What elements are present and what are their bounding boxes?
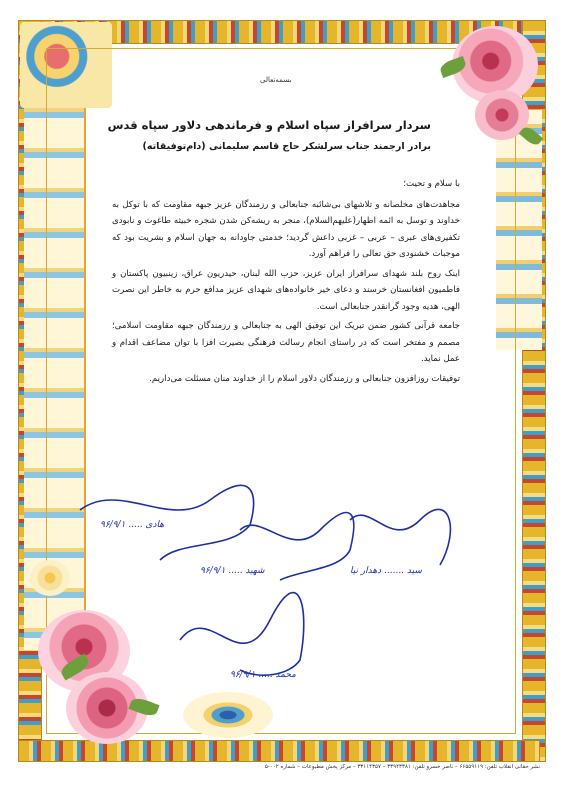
letter-title-secondary: برادر ارجمند جناب سرلشکر حاج قاسم سلیمانی (دام‌توفیقاته) bbox=[142, 141, 431, 152]
border-bottom-ornament bbox=[18, 740, 540, 762]
signature-text: محمد ..... ۹۶/۹/۱ bbox=[230, 670, 296, 680]
letter-greeting: با سلام و تحیت؛ bbox=[403, 179, 460, 189]
bottom-medallion-ornament bbox=[183, 692, 273, 738]
letter-paragraph: اینک روح بلند شهدای سرافراز ایران عزیز، حزب الله لبنان، حیدریون عراق، زینبیون پاکستان و فاطمیون افغانستان خرسند و دعای خیر خانواده‌های شهدای عزیز مدافع حرم به خاطر این نصرت الهی، هدیه وجود گرانقدر جنابعالی است. bbox=[112, 268, 460, 312]
signature-scribbles bbox=[60, 470, 480, 690]
letter-paragraph: جامعه قرآنی کشور ضمن تبریک این توفیق الهی به جنابعالی و رزمندگان جبهه مقاومت اسلامی؛ مصمم و مفتخر است که در راستای انجام رسالت فرهنگی بصیرت افزا با توان مضاعف اقدام و عمل نماید. bbox=[112, 321, 460, 364]
signature-stroke bbox=[180, 593, 304, 676]
bismillah-heading: بسمه‌تعالی bbox=[260, 76, 292, 84]
printer-footer: نشر حقانی انقلاب تلفن: ۶۶۵۵۹۱۱۹ – ناصر خسرو تلفن: ۳۳۹۴۳۳۸۱ – ۳۳۱۱۴۳۵۷ – مرکز پخش مطبوعات – شماره ۰۰۲-۵ bbox=[264, 764, 540, 770]
signatures-area bbox=[60, 470, 480, 690]
letter-title-primary: سردار سرافراز سپاه اسلام و فرماندهی دلاور سپاه قدس bbox=[107, 118, 431, 132]
letter-body bbox=[112, 176, 460, 390]
signature-text: سید ....... دهدار نیا bbox=[350, 566, 422, 576]
letter-paragraph: توفیقات روزافزون جنابعالی و رزمندگان دلاور اسلام را از خداوند منان مسئلت می‌داریم. bbox=[149, 373, 460, 384]
letter-paragraph: مجاهدت‌های مخلصانه و تلاشهای بی‌شائبه جنابعالی و رزمندگان عزیز جبهه مقاومت که با توکل به خداوند و توسل به ائمه اطهار(علیهم‌السلام)، منجر به ریشه‌کن شدن شجره خبیثه طاغوت و نابودی تکفیری‌های عبری – عربی – غربی داعش گردید؛ خدمتی جاودانه به جهان اسلام و بشریت بود که موجبات خشنودی حق تعالی را فراهم آورد. bbox=[112, 199, 460, 259]
signature-stroke bbox=[350, 509, 450, 565]
signature-text: شهید ..... ۹۶/۹/۱ bbox=[200, 566, 265, 576]
signature-text: هادی ..... ۹۶/۹/۱ bbox=[100, 520, 164, 530]
